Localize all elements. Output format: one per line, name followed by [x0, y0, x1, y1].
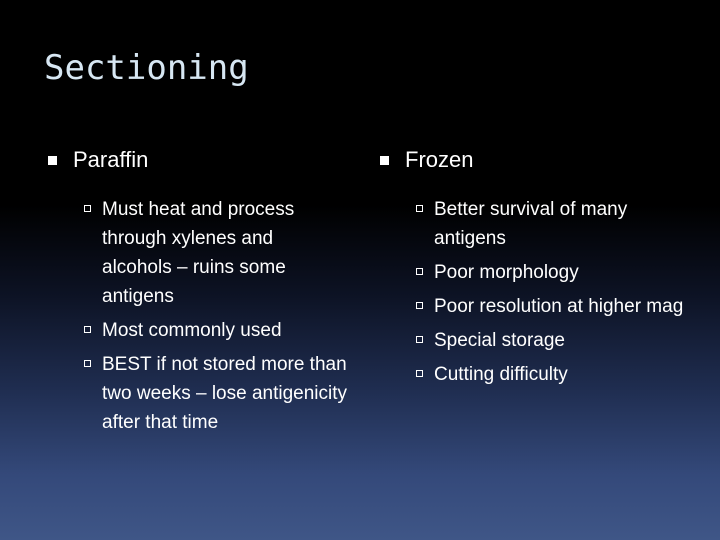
sub-bullet-text: BEST if not stored more than two weeks – lose antigenicity after that time [102, 354, 348, 433]
slide-title: Sectioning [44, 48, 249, 88]
hollow-square-bullet-icon [416, 268, 423, 275]
sub-bullet-text: Cutting difficulty [434, 364, 568, 385]
sub-bullet-list [48, 195, 348, 437]
sub-bullet-item [84, 195, 348, 311]
bullet-heading-frozen [380, 145, 690, 175]
sub-bullet-item [416, 258, 690, 287]
filled-square-bullet-icon [380, 156, 389, 165]
hollow-square-bullet-icon [84, 360, 91, 367]
hollow-square-bullet-icon [416, 336, 423, 343]
sub-bullet-text: Poor morphology [434, 262, 579, 283]
hollow-square-bullet-icon [84, 205, 91, 212]
sub-bullet-item [84, 316, 348, 345]
filled-square-bullet-icon [48, 156, 57, 165]
left-column [48, 145, 348, 442]
hollow-square-bullet-icon [416, 205, 423, 212]
bullet-heading-paraffin [48, 145, 348, 175]
heading-label: Paraffin [73, 147, 149, 172]
sub-bullet-text: Most commonly used [102, 320, 282, 341]
sub-bullet-text: Poor resolution at higher mag [434, 296, 684, 317]
sub-bullet-item [416, 326, 690, 355]
sub-bullet-text: Special storage [434, 330, 565, 351]
hollow-square-bullet-icon [84, 326, 91, 333]
hollow-square-bullet-icon [416, 302, 423, 309]
sub-bullet-item [416, 292, 690, 321]
right-column [380, 145, 690, 394]
sub-bullet-text: Must heat and process through xylenes and alcohols – ruins some antigens [102, 199, 295, 307]
hollow-square-bullet-icon [416, 370, 423, 377]
sub-bullet-list [380, 195, 690, 389]
sub-bullet-item [84, 350, 348, 437]
sub-bullet-item [416, 360, 690, 389]
sub-bullet-item [416, 195, 690, 253]
heading-label: Frozen [405, 147, 474, 172]
sub-bullet-text: Better survival of many antigens [434, 199, 628, 249]
